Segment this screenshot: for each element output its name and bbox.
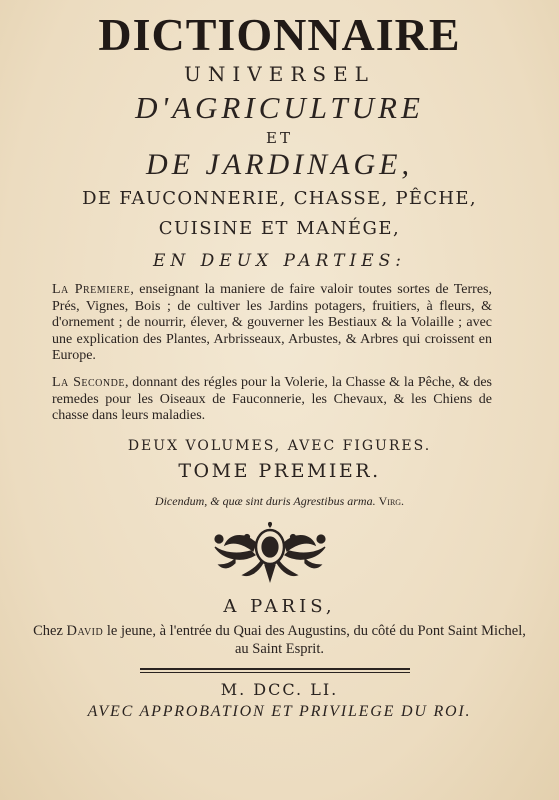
subtitle-fauconnerie: DE FAUCONNERIE, CHASSE, PÊCHE,	[82, 188, 477, 209]
imprint-date: M. DCC. LI.	[220, 680, 339, 699]
title-universel: UNIVERSEL	[184, 62, 375, 86]
motto-author: Virg.	[378, 494, 405, 508]
imprint-city: A PARIS,	[223, 596, 336, 617]
title-et: ET	[266, 129, 293, 147]
title-agriculture: D'AGRICULTURE	[135, 90, 424, 125]
part-two-description	[52, 375, 492, 425]
motto	[0, 494, 559, 509]
tome-label: TOME PREMIER.	[178, 460, 381, 482]
imprint-privilege: AVEC APPROBATION ET PRIVILEGE DU ROI.	[87, 703, 472, 720]
fleuron-ornament-icon	[205, 515, 335, 585]
subtitle-cuisine: CUISINE ET MANÉGE,	[158, 218, 401, 239]
volumes-note: DEUX VOLUMES, AVEC FIGURES.	[127, 438, 432, 454]
divider-rule-thick	[140, 668, 410, 670]
title-jardinage: DE JARDINAGE,	[146, 148, 413, 181]
imprint-publisher	[30, 622, 529, 658]
part-one-lead: La Premiere	[52, 282, 131, 297]
part-two-lead: La Seconde	[52, 375, 125, 390]
publisher-name: David	[66, 623, 104, 639]
title-dictionnaire: DICTIONNAIRE	[98, 9, 461, 60]
part-one-text: , enseignant la maniere de faire valoir toutes sortes de Terres, Prés, Vignes, Bois ; de cultiver les Jardins potagers, fruitiers, à fleurs, & d'ornement ; de nourrir, élever, & gouverner les Bestiaux & la Volaille ; avec une explication des Plantes, Arbrisseaux, Arbustes, & Arbres qui croissent en Europe.	[52, 282, 492, 364]
divider-rule-thin	[140, 672, 410, 673]
publisher-address: le jeune, à l'entrée du Quai des Augustins, du côté du Pont Saint Michel, au Saint Esprit.	[106, 623, 526, 657]
part-two-text: , donnant des régles pour la Volerie, la Chasse & la Pêche, & des remedes pour les Oiseaux de Fauconnerie, les Chevaux, & les Chiens de chasse dans leurs maladies.	[52, 375, 492, 424]
subtitle-parties: EN DEUX PARTIES:	[152, 251, 407, 271]
part-one-description	[52, 282, 492, 365]
publisher-prefix: Chez	[33, 623, 63, 639]
motto-quote: Dicendum, & quæ sint duris Agrestibus arma.	[154, 494, 376, 508]
